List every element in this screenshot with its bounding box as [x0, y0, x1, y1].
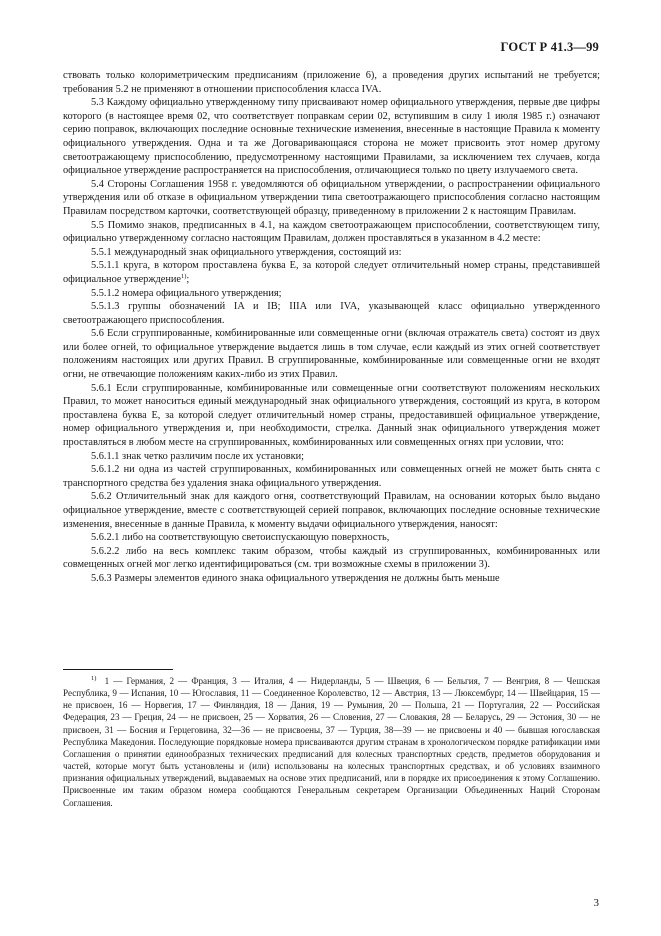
main-text: [63, 69, 600, 586]
paragraph-5-5-1-1: [63, 259, 600, 286]
paragraph-5-5-1-1-tail: ;: [186, 273, 190, 285]
paragraph-5-6-2-2: 5.6.2.2 либо на весь комплекс таким образом, чтобы каждый из сгруппированных, комбинированных или совмещенных огней мог легко идентифицироваться (см. три возможные схемы в приложении 3).: [63, 545, 600, 571]
footnote-text-block: [63, 675, 600, 809]
paragraph-5-3: 5.3 Каждому официально утвержденному типу присваивают номер официального утверждения, первые две цифры которого (в настоящее время 02, что соответствует поправкам серии 02, вступившим в силу 1 июля 1985 г.) означают серию поправок, включающих последние основные технические изменения, внесенные в настоящие Правила к моменту официального утверждения. Одна и та же Договаривающаяся сторона не может присвоить этот номер другому светоотражающему приспособлению, предусмотренному настоящими Правилами, за исключением тех случаев, когда официальное утверждение распространяется на приспособления, отличающиеся только по цвету излучаемого света.: [63, 97, 600, 177]
paragraph-5-6-2: 5.6.2 Отличительный знак для каждого огня, соответствующий Правилам, на основании которых было выдано официальное утверждение, вместе с соответствующей серией поправок, включающих последние основные технические изменения, внесенные в данные Правила, к моменту выдачи официального утверждения, наносят:: [63, 491, 600, 530]
paragraph-5-5-1-1-text: 5.5.1.1 круга, в котором проставлена буква Е, за которой следует отличительный номер страны, представившей официальное утверждение: [63, 260, 600, 285]
footnote-text: 1 — Германия, 2 — Франция, 3 — Италия, 4 — Нидерланды, 5 — Швеция, 6 — Бельгия, 7 — Венгрия, 8 — Чешская Республика, 9 — Испания, 10 — Югославия, 11 — Соединенное Королевство, 12 — Австрия, 13 — Люксембург, 14 — Швейцария, 15 — не присвоен, 16 — Норвегия, 17 — Финляндия, 18 — Дания, 19 — Румыния, 20 — Польша, 21 — Португалия, 22 — Российская Федерация, 23 — Греция, 24 — не присвоен, 25 — Хорватия, 26 — Словения, 27 — Словакия, 28 — Беларусь, 29 — Эстония, 30 — не присвоен, 31 — Босния и Герцеговина, 32—36 — не присвоены, 37 — Турция, 38—39 — не присвоены и 40 — бывшая югославская Республика Македония. Последующие порядковые номера присваиваются другим странам в хронологическом порядке ратификации ими Соглашения о принятии единообразных технических предписаний для колесных транспортных средств, предметов оборудования и частей, которые могут быть установлены и (или) использованы на колесных транспортных средствах, и об условиях взаимного признания официальных утверждений, выдаваемых на основе этих предписаний, или в порядке их присоединения к этому Соглашению. Присвоенные им таким образом номера сообщаются Генеральным секретарем Организации Объединенных Наций Сторонам Соглашения.: [63, 676, 600, 808]
paragraph-5-4: 5.4 Стороны Соглашения 1958 г. уведомляются об официальном утверждении, о распространении официального утверждения или об отказе в официальном утверждении типа светоотражающего приспособления согласно настоящим Правилам посредством карточки, соответствующей образцу, приведенному в приложении 2 к настоящим Правилам.: [63, 178, 600, 217]
paragraph-5-6-3: 5.6.3 Размеры элементов единого знака официального утверждения не должны быть меньше: [91, 572, 500, 584]
paragraph-5-6-1-2: 5.6.1.2 ни одна из частей сгруппированных, комбинированных или совмещенных огней не может быть снята с транспортного средства без удаления знака официального утверждения.: [63, 464, 600, 489]
paragraph-5-5-1: 5.5.1 международный знак официального утверждения, состоящий из:: [91, 246, 402, 258]
footnote-divider: [63, 669, 173, 670]
paragraph-5-6-1-1: 5.6.1.1 знак четко различим после их установки;: [91, 450, 305, 462]
paragraph-5-6-1: 5.6.1 Если сгруппированные, комбинированные или совмещенные огни соответствуют положениям нескольких Правил, то может наноситься единый международный знак официального утверждения, состоящий из круга, в котором проставлена буква Е, за которой следует отличительный номер страны, предоставившей официальное утверждение, номер официального утверждения и, при необходимости, стрелка. Данный знак официального утверждения может проставляться в любом месте на сгруппированных, комбинированных или совмещенных огнях при условии, что:: [63, 382, 600, 449]
paragraph-5-5-1-3: 5.5.1.3 группы обозначений IA и IB; IIIA или IVA, указывающей класс официально утвержденного светоотражающего приспособления.: [63, 301, 600, 326]
footnote-marker: 1): [91, 675, 97, 682]
paragraph-continuation: ствовать только колориметрическим предписаниям (приложение 6), а проведения других испытаний не требуется; требования 5.2 не применяют в отношении приспособления класса IVA.: [63, 70, 600, 95]
footnote-reference[interactable]: 1): [181, 272, 187, 280]
page-number: 3: [593, 897, 599, 909]
footnote: [63, 675, 600, 809]
paragraph-5-6-2-1: 5.6.2.1 либо на соответствующую светоиспускающую поверхность,: [91, 532, 390, 544]
paragraph-5-6: 5.6 Если сгруппированные, комбинированные или совмещенные огни (включая отражатель света) состоят из двух или более огней, то официальное утверждение выдается лишь в том случае, если каждый из этих огней соответствует положениям настоящих или других Правил. В сгруппированные, комбинированные или совмещенные огни не входят огни, не отвечающие положениям каких-либо из этих Правил.: [63, 328, 600, 381]
page-header-standard-code: ГОСТ Р 41.3—99: [500, 40, 599, 54]
paragraph-5-5: 5.5 Помимо знаков, предписанных в 4.1, на каждом светоотражающем приспособлении, соответствующем типу, официально утвержденному согласно настоящим Правилам, должен проставляться в указанном в 4.2 месте:: [63, 219, 600, 245]
paragraph-5-5-1-2: 5.5.1.2 номера официального утверждения;: [91, 287, 282, 299]
